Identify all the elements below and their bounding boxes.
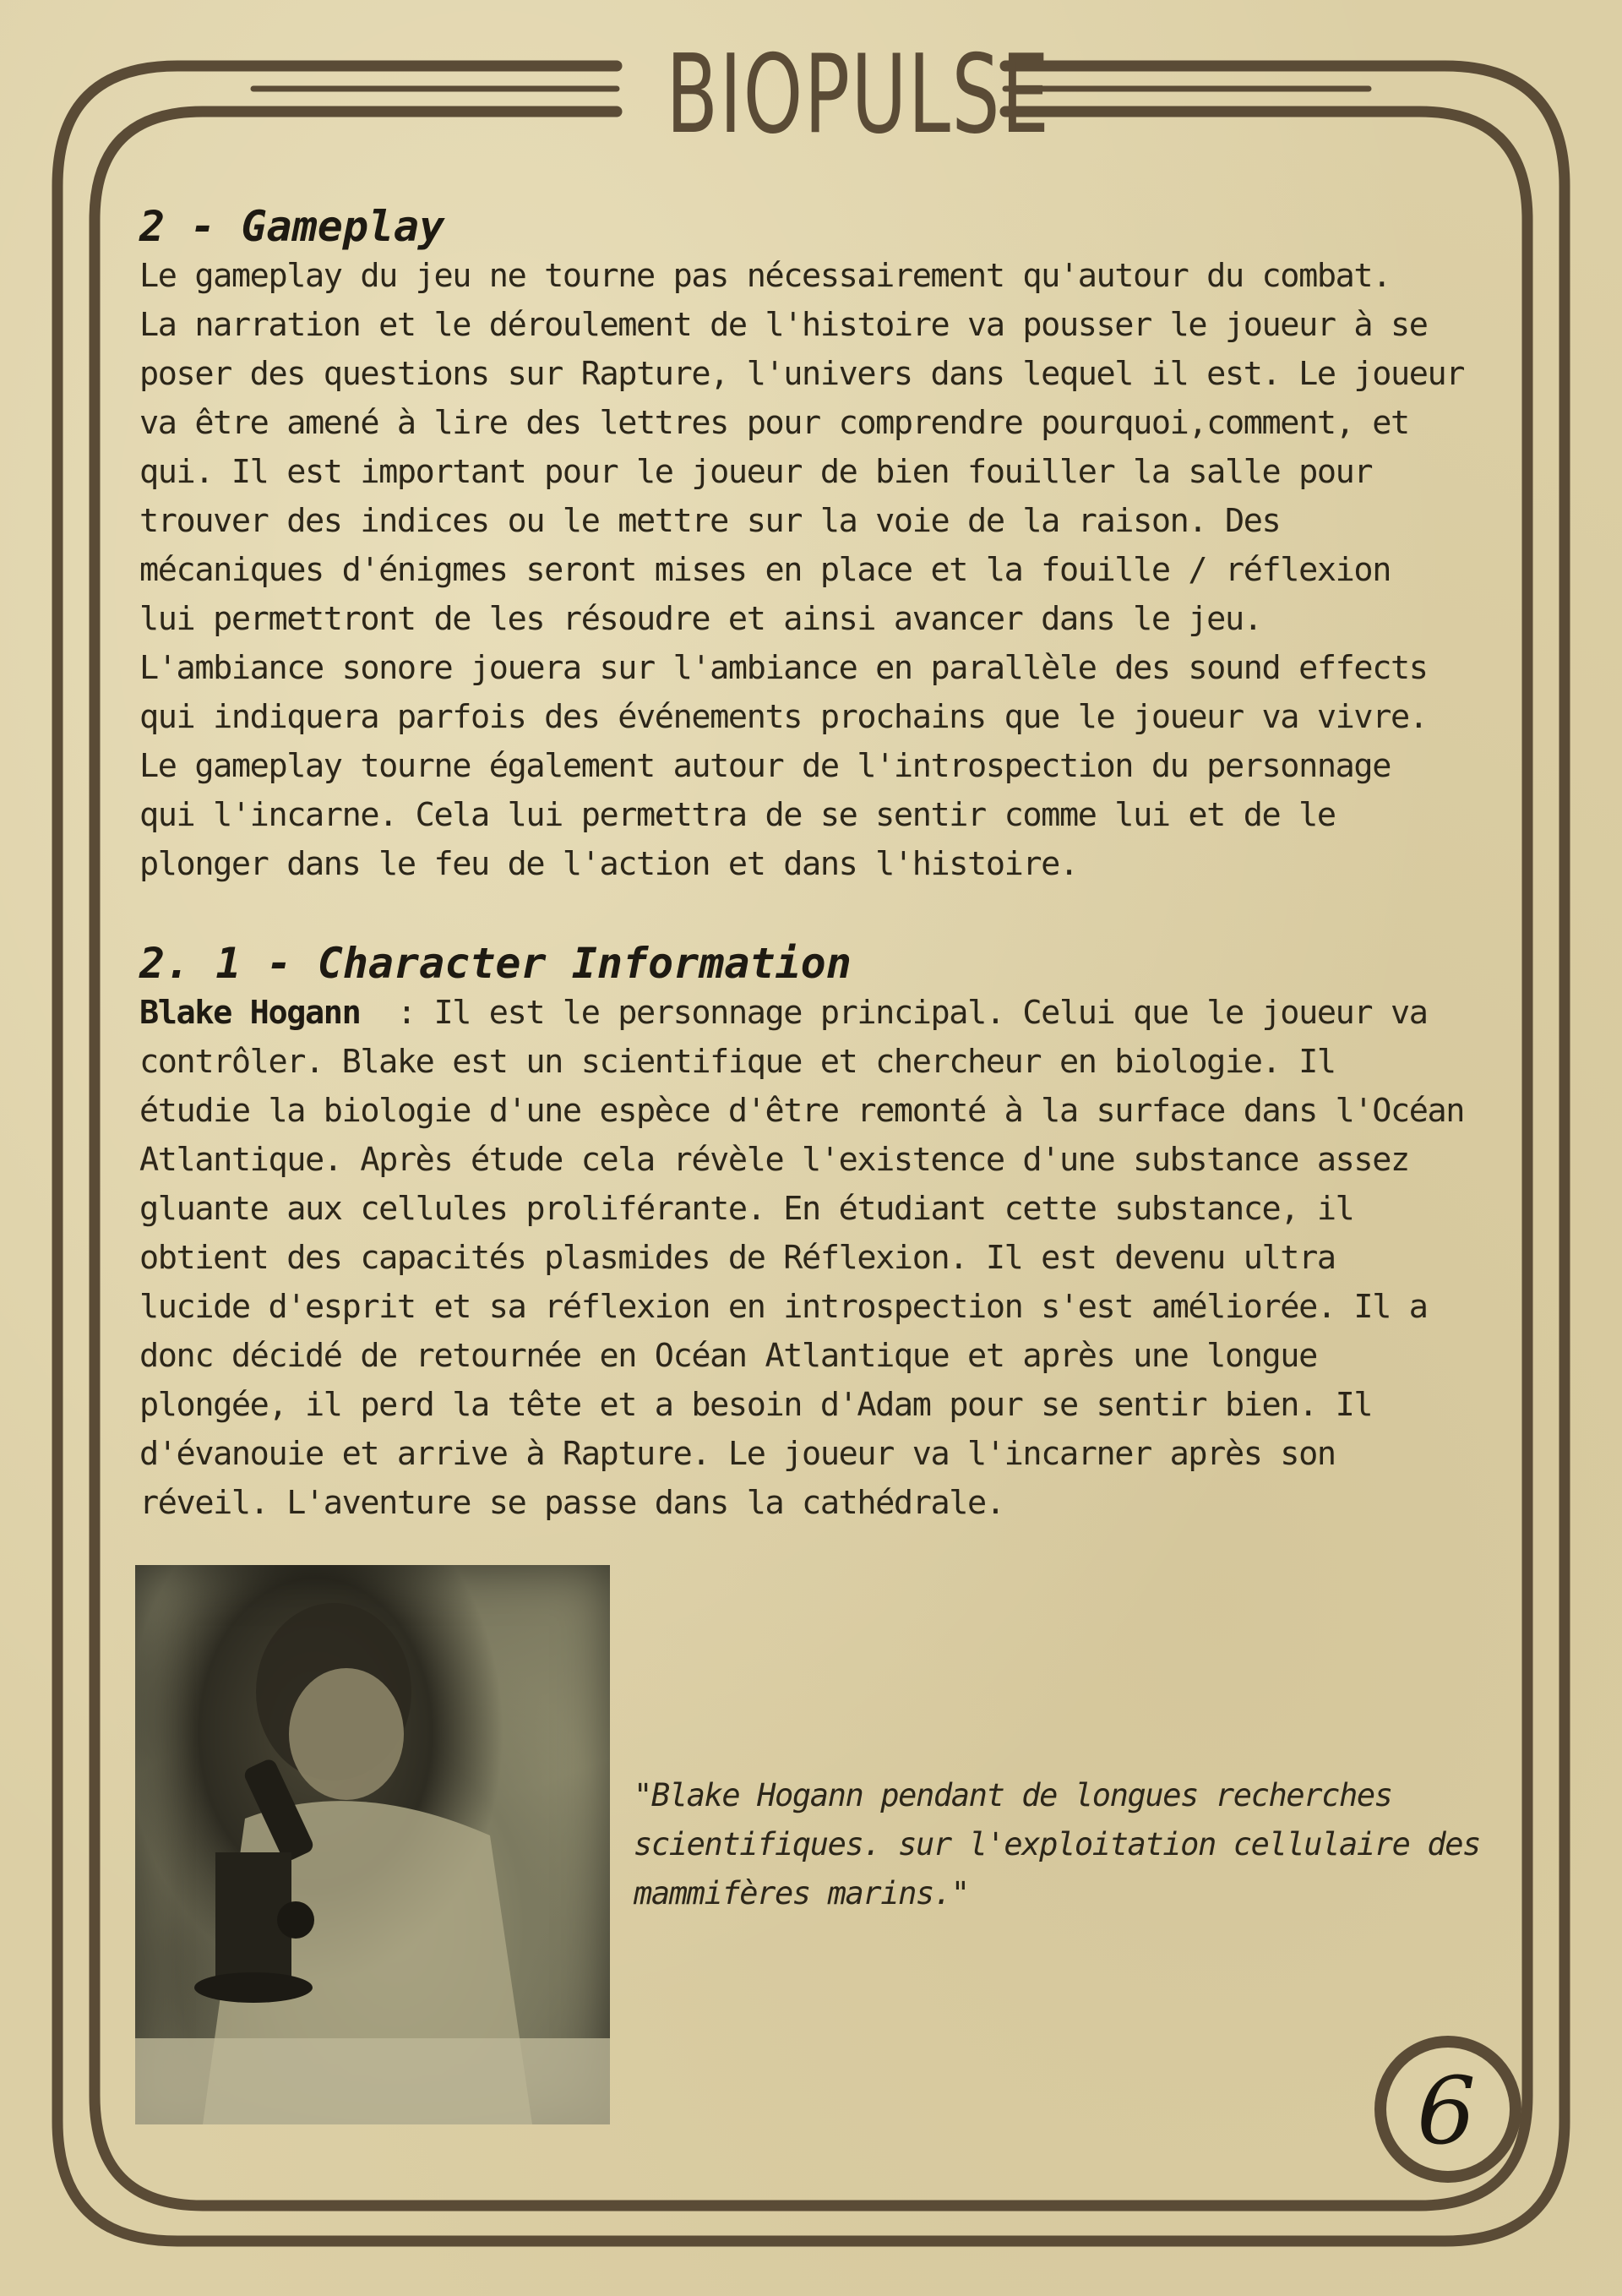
text-line: trouver des indices ou le mettre sur la voie de la raison. Des (139, 502, 1281, 540)
character-name: Blake Hogann (139, 994, 361, 1032)
text-line: obtient des capacités plasmides de Réflexion. Il est devenu ultra (139, 1239, 1336, 1277)
gameplay-paragraph (139, 252, 1525, 889)
text-line: plonger dans le feu de l'action et dans l'histoire. (139, 845, 1078, 883)
text-line: Le gameplay tourne également autour de l'introspection du personnage (139, 747, 1391, 785)
text-line: La narration et le déroulement de l'histoire va pousser le joueur à se (139, 306, 1428, 344)
document-title: BIOPULSE (666, 32, 1051, 158)
text-line: Le gameplay du jeu ne tourne pas nécessairement qu'autour du combat. (139, 257, 1391, 295)
photo-caption (634, 1771, 1504, 1918)
section-heading-character: 2. 1 - Character Information (139, 939, 852, 988)
text-line: donc décidé de retournée en Océan Atlantique et après une longue (139, 1337, 1317, 1375)
text-line: mécaniques d'énigmes seront mises en place et la fouille / réflexion (139, 551, 1391, 589)
character-intro: : Il est le personnage principal. Celui que le joueur va (360, 994, 1428, 1032)
character-paragraph (139, 989, 1533, 1528)
text-line: Atlantique. Après étude cela révèle l'existence d'une substance assez (139, 1141, 1409, 1179)
text-line: étudie la biologie d'une espèce d'être remonté à la surface dans l'Océan (139, 1092, 1465, 1130)
text-line: contrôler. Blake est un scientifique et chercheur en biologie. Il (139, 1043, 1336, 1081)
photo-silhouette (135, 1565, 610, 2124)
text-line: va être amené à lire des lettres pour comprendre pourquoi,comment, et (139, 404, 1409, 442)
page-number: 6 (1417, 2057, 1476, 2165)
caption-line: scientifiques. sur l'exploitation cellulaire des (634, 1826, 1481, 1862)
section-character (139, 938, 1533, 1528)
caption-line: mammifères marins." (634, 1875, 969, 1912)
text-line: qui. Il est important pour le joueur de bien fouiller la salle pour (139, 453, 1373, 491)
character-photo (135, 1565, 610, 2124)
text-line: qui l'incarne. Cela lui permettra de se sentir comme lui et de le (139, 796, 1336, 834)
text-line: lui permettront de les résoudre et ainsi avancer dans le jeu. (139, 600, 1262, 638)
text-line (139, 989, 1533, 1038)
section-heading-gameplay: 2 - Gameplay (139, 202, 445, 251)
text-line: d'évanouie et arrive à Rapture. Le joueur va l'incarner après son (139, 1435, 1336, 1473)
text-line: qui indiquera parfois des événements prochains que le joueur va vivre. (139, 698, 1428, 736)
text-line: L'ambiance sonore jouera sur l'ambiance en parallèle des sound effects (139, 649, 1428, 687)
text-line: plongée, il perd la tête et a besoin d'Adam pour se sentir bien. Il (139, 1386, 1373, 1424)
section-gameplay (139, 201, 1525, 889)
text-line: gluante aux cellules proliférante. En étudiant cette substance, il (139, 1190, 1354, 1228)
text-line: poser des questions sur Rapture, l'univers dans lequel il est. Le joueur (139, 355, 1465, 393)
caption-line: "Blake Hogann pendant de longues recherches (634, 1777, 1392, 1813)
text-line: réveil. L'aventure se passe dans la cathédrale. (139, 1484, 1004, 1522)
text-line: lucide d'esprit et sa réflexion en introspection s'est améliorée. Il a (139, 1288, 1428, 1326)
